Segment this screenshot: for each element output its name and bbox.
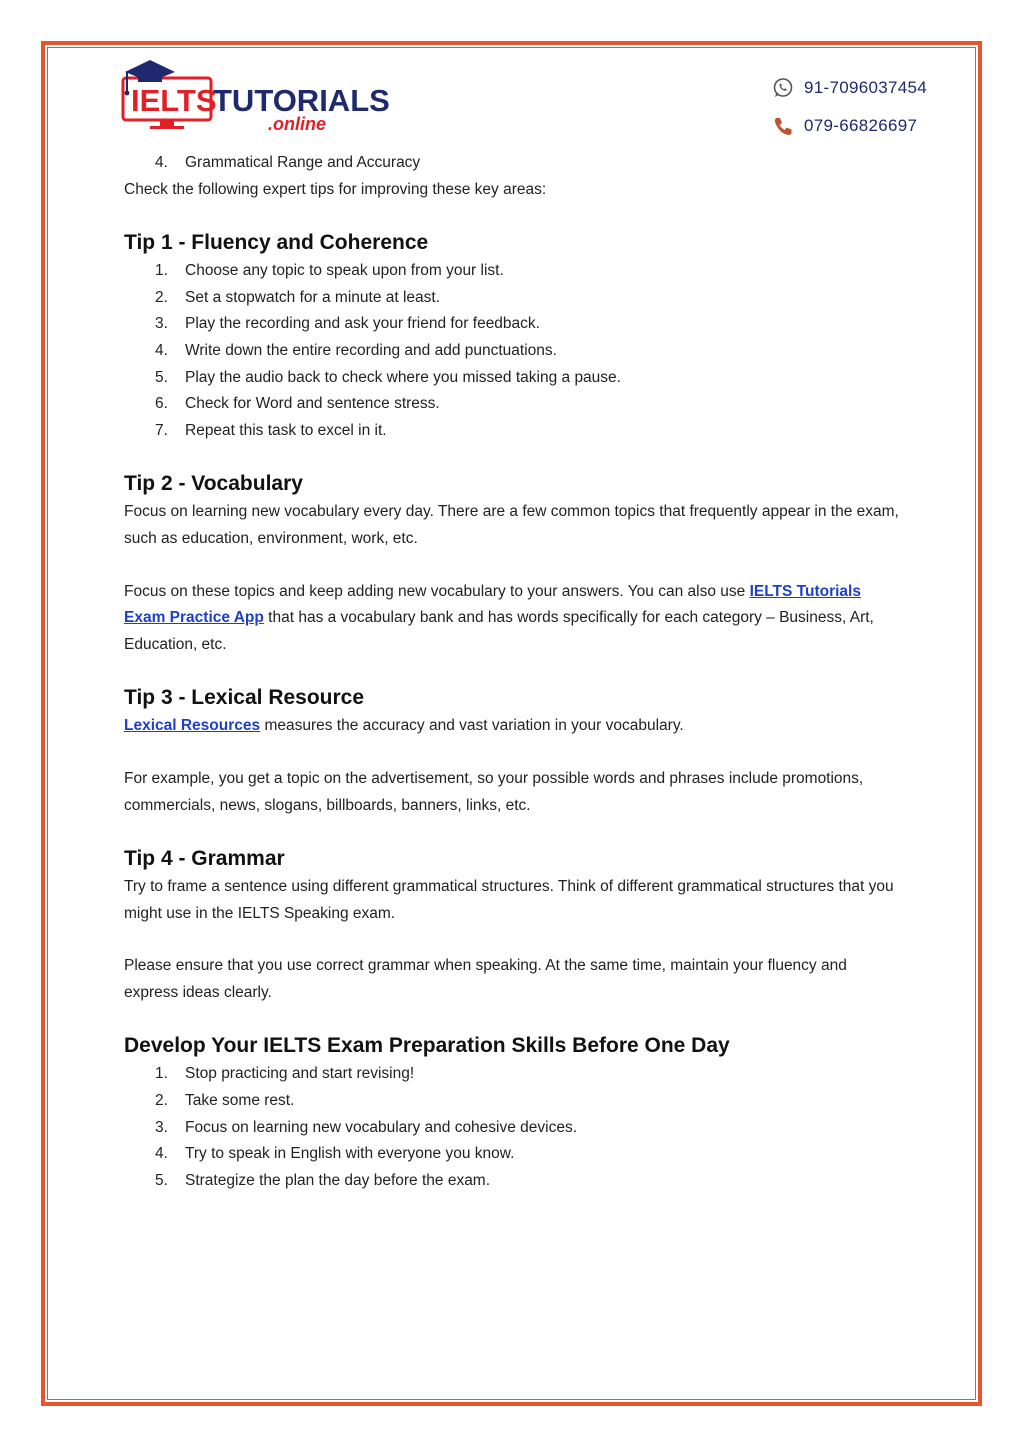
intro-lead: Check the following expert tips for improving these key areas: [124, 180, 547, 198]
list-item: 4. Grammatical Range and Accuracy [155, 154, 421, 171]
list-item: 5. Strategize the plan the day before the exam. [155, 1171, 491, 1189]
whatsapp-number[interactable]: 91-7096037454 [803, 78, 927, 97]
tip4-para2: Please ensure that you use correct grammar when speaking. At the same time, maintain your fluency and express ideas clearly. [124, 957, 847, 1001]
practice-app-link[interactable]: IELTS Tutorials Exam Practice App [124, 582, 861, 627]
tip3-heading: Tip 3 - Lexical Resource [124, 686, 365, 710]
list-item: 4. Try to speak in English with everyone you know. [155, 1145, 515, 1163]
list-item: 4. Write down the entire recording and add punctuations. [155, 341, 557, 359]
tip2-para1: Focus on learning new vocabulary every day. There are a few common topics that frequently appear in the exam, such as education, environment, work, etc. [124, 503, 899, 547]
tip1-heading: Tip 1 - Fluency and Coherence [124, 231, 429, 255]
phone-number[interactable]: 079-66826697 [803, 116, 918, 135]
logo-graphic [120, 56, 390, 136]
develop-heading: Develop Your IELTS Exam Preparation Skills Before One Day [124, 1034, 730, 1058]
tip2-para2: Focus on these topics and keep adding new vocabulary to your answers. You can also use IELTS Tutorials Exam Practice App that has a vocabulary bank and has words specifically for each category – Business, Art, Education, etc. [124, 582, 874, 653]
tip3-para2: For example, you get a topic on the advertisement, so your possible words and phrases include promotions, commercials, news, slogans, billboards, banners, links, etc. [124, 769, 864, 814]
list-item: 1. Choose any topic to speak upon from your list. [155, 262, 504, 280]
tip4-heading: Tip 4 - Grammar [124, 847, 285, 871]
tip4-para1: Try to frame a sentence using different grammatical structures. Think of different grammatical structures that you might use in the IELTS Speaking exam. [124, 878, 894, 922]
list-item: 3. Focus on learning new vocabulary and cohesive devices. [155, 1118, 578, 1136]
phone-contact[interactable] [772, 110, 927, 142]
develop-list [124, 1061, 904, 1194]
list-item: 2. Take some rest. [155, 1092, 295, 1110]
list-item: 3. Play the recording and ask your friend for feedback. [155, 315, 540, 333]
list-item: 1. Stop practicing and start revising! [155, 1065, 415, 1083]
list-item: 5. Play the audio back to check where you missed taking a pause. [155, 368, 621, 386]
tip1-list [124, 258, 904, 444]
logo-sub: .online [268, 114, 326, 134]
lexical-resources-link[interactable]: Lexical Resources [124, 717, 261, 735]
intro-list [124, 150, 904, 177]
list-item: 6. Check for Word and sentence stress. [155, 395, 440, 413]
tip3-para1: Lexical Resources measures the accuracy and vast variation in your vocabulary. [124, 717, 684, 735]
ielts-tutorials-logo[interactable] [120, 56, 390, 136]
list-item: 7. Repeat this task to excel in it. [155, 421, 387, 439]
logo-word-ielts: IELTS [131, 83, 217, 118]
whatsapp-contact[interactable] [772, 72, 927, 104]
whatsapp-icon [772, 77, 794, 99]
tip2-heading: Tip 2 - Vocabulary [124, 472, 303, 496]
contact-block [772, 72, 927, 148]
phone-icon [772, 115, 794, 137]
logo-word-tutorials: TUTORIALS [213, 83, 390, 118]
list-item: 2. Set a stopwatch for a minute at least. [155, 288, 441, 306]
article-content [124, 150, 904, 1194]
